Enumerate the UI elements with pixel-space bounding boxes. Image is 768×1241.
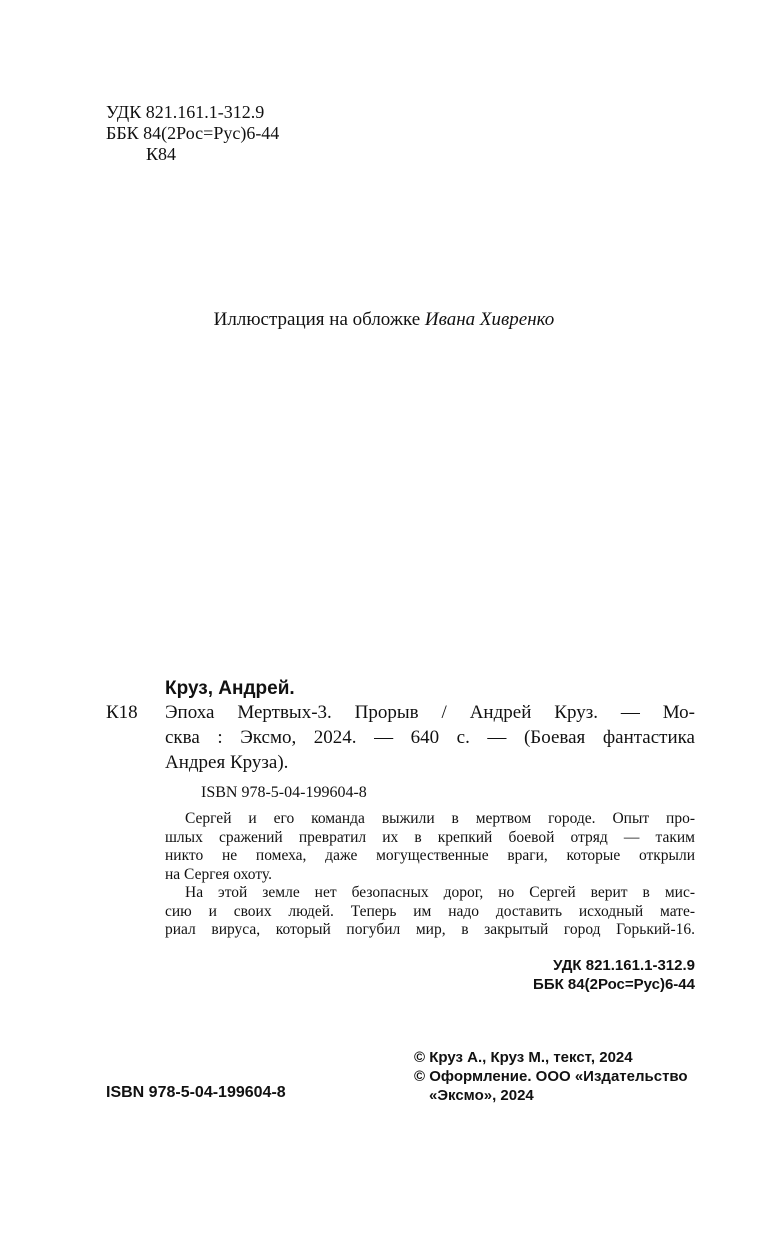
bib-line: сква : Эксмо, 2024. — 640 с. — (Боевая фантастика	[165, 727, 695, 748]
bib-line: Андрея Круза).	[165, 752, 289, 773]
isbn-footer: ISBN 978-5-04-199604-8	[106, 1084, 286, 1101]
copyright-design: © Оформление. ООО «Издательство	[414, 1068, 688, 1085]
isbn-entry: ISBN 978-5-04-199604-8	[201, 784, 367, 801]
classification-codes-bold	[500, 956, 695, 994]
illustration-artist: Ивана Хивренко	[424, 309, 555, 330]
author-mark: К84	[146, 144, 177, 164]
bib-line: Эпоха Мертвых-3. Прорыв / Андрей Круз. — Мо-	[165, 702, 695, 723]
copyright-design-cont: «Эксмо», 2024	[429, 1087, 534, 1104]
annotation-line: шлых сражений превратил их в крепкий боевой отряд — таким	[165, 828, 695, 846]
bibliographic-description	[165, 700, 695, 775]
annotation-line: сию и своих людей. Теперь им надо доставить исходный мате-	[165, 902, 695, 920]
annotation-line: На этой земле нет безопасных дорог, но Сергей верит в мис-	[185, 884, 695, 901]
copyright-text: © Круз А., Круз М., текст, 2024	[414, 1049, 633, 1066]
bbk-code-bold: ББК 84(2Рос=Рус)6-44	[533, 976, 695, 993]
classification-codes	[106, 102, 279, 165]
author-heading: Круз, Андрей.	[165, 678, 295, 699]
udk-code: УДК 821.161.1-312.9	[106, 102, 265, 122]
illustration-credit	[0, 309, 768, 331]
annotation-line: никто не помеха, даже могущественные враги, которые открыли	[165, 847, 695, 864]
annotation-line: риал вируса, который погубил мир, в закрытый город Горький-16.	[165, 921, 695, 938]
annotation-line: Сергей и его команда выжили в мертвом городе. Опыт про-	[185, 810, 695, 827]
annotation	[165, 810, 695, 940]
copyright-block	[414, 1048, 688, 1105]
annotation-line: на Сергея охоту.	[165, 865, 272, 883]
bbk-code: ББК 84(2Рос=Рус)6-44	[106, 123, 280, 143]
udk-code-bold: УДК 821.161.1-312.9	[553, 957, 695, 974]
illustration-prefix: Иллюстрация на обложке	[213, 309, 425, 330]
author-sign-label: К18	[106, 702, 138, 723]
